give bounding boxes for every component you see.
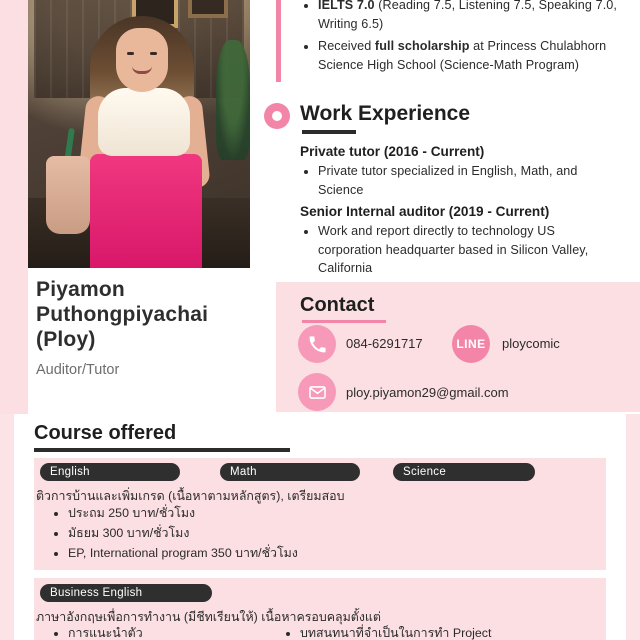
list-item: • บทสนทนาที่จำเป็นในการทำ Project: [300, 624, 604, 640]
scholarship-rest: at Princess Chulabhorn Science High School (Science-Math Program): [318, 39, 607, 72]
status-badge-science: Science: [393, 463, 535, 481]
scholarship-pre: Received: [318, 39, 375, 54]
course-price-list: [52, 503, 572, 563]
list-item: • EP, International program 350 บาท/ชั่วโมง: [68, 543, 572, 563]
job-bullets-2: [300, 222, 620, 282]
photo-frame-2: [188, 0, 228, 18]
contact-email[interactable]: ploy.piyamon29@gmail.com: [346, 385, 509, 400]
list-item: • การแนะนำตัว: [68, 624, 292, 640]
photo-face: [116, 28, 168, 92]
course-offered-underline: [34, 448, 290, 452]
job-bullets-1: [300, 162, 620, 203]
photo-skirt: [90, 154, 202, 268]
list-item: [318, 0, 620, 33]
course-offered-heading: Course offered: [34, 422, 177, 444]
job-title-1: Private tutor (2016 - Current): [300, 144, 485, 159]
education-accent-bar: [276, 0, 281, 82]
line-icon: LINE: [452, 325, 490, 363]
photo-plant: [216, 40, 250, 160]
avatar: [28, 0, 250, 268]
name-line-3: (Ploy): [36, 327, 96, 351]
list-item: • มัธยม 300 บาท/ชั่วโมง: [68, 523, 572, 543]
ielts-detail: (Reading 7.5, Listening 7.5, Speaking 7.0, Writing 6.5): [318, 0, 618, 31]
name-line-1: Piyamon: [36, 278, 125, 301]
list-item: • Work and report directly to technology US corporation headquarter based in Silicon Valley, California: [318, 222, 620, 278]
business-english-intro: ภาษาอังกฤษเพื่อการทำงาน (มีชีทเรียนให้) เนื้อหาครอบคลุมตั้งแต่: [36, 610, 381, 624]
mail-icon: [298, 373, 336, 411]
photo-eye-right: [150, 52, 157, 55]
job-role: Auditor/Tutor: [36, 362, 120, 378]
list-item: • Private tutor specialized in English, Math, and Science: [318, 162, 620, 199]
work-experience-bullet-icon: [264, 103, 290, 129]
left-pink-strip: [0, 0, 28, 420]
list-item: [318, 37, 620, 74]
business-english-list-right: [284, 624, 604, 640]
job-title-2: Senior Internal auditor (2019 - Current): [300, 204, 550, 219]
contact-line-id[interactable]: ploycomic: [502, 336, 560, 351]
work-experience-heading: Work Experience: [300, 102, 471, 125]
photo-top: [98, 88, 190, 156]
scholarship-bold: full scholarship: [374, 39, 470, 54]
phone-icon: [298, 325, 336, 363]
photo-eye-left: [127, 52, 134, 55]
status-badge-english: English: [40, 463, 180, 481]
work-experience-underline: [302, 130, 356, 134]
ielts-score: IELTS 7.0: [318, 0, 375, 12]
contact-phone[interactable]: 084-6291717: [346, 336, 423, 351]
education-bullets: [300, 0, 620, 79]
contact-heading: Contact: [300, 294, 375, 316]
business-english-list-left: [52, 624, 292, 640]
name-line-2: Puthongpiyachai: [36, 302, 209, 326]
status-badge-business-english: Business English: [40, 584, 212, 602]
list-item: • ประถม 250 บาท/ชั่วโมง: [68, 503, 572, 523]
photo-drink: [46, 156, 90, 234]
course-intro: ติวการบ้านและเพิ่มเกรด (เนื้อหาตามหลักสูตร), เตรียมสอบ: [36, 489, 345, 503]
status-badge-math: Math: [220, 463, 360, 481]
page-title: [36, 278, 264, 352]
contact-underline: [302, 320, 386, 323]
